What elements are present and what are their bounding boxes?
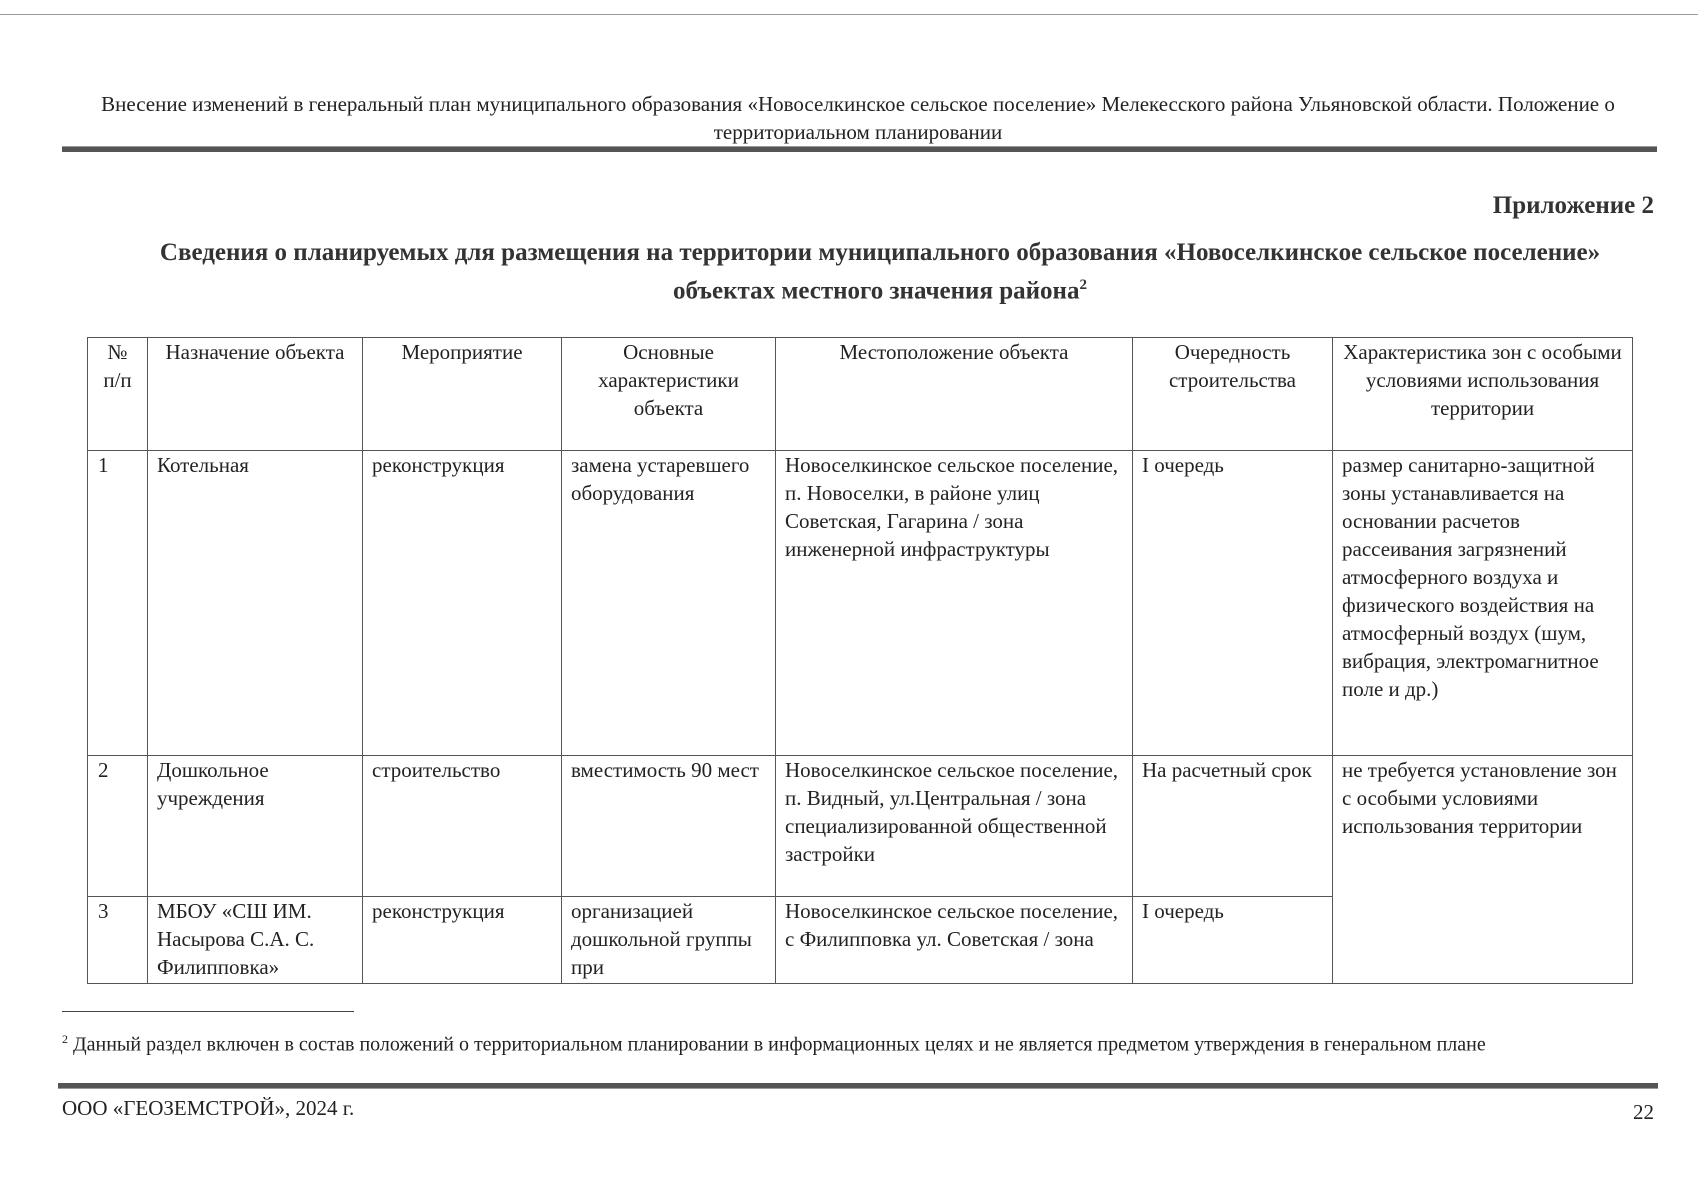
- document-header: Внесение изменений в генеральный план муниципального образования «Новоселкинское сельское поселение» Мелекесского района Ульяновской области. Положение о территориальном планировании: [101, 92, 1615, 144]
- header-cell-zones: Характеристика зон с особыми условиями использования территории: [1333, 338, 1633, 451]
- cell-characteristics: замена устаревшего оборудования: [562, 451, 776, 756]
- cell-characteristics: вместимость 90 мест: [562, 756, 776, 897]
- cell-action: реконструкция: [363, 897, 562, 984]
- cell-location: Новоселкинское сельское поселение, п. Новоселки, в районе улиц Советская, Гагарина / зона инженерной инфраструктуры: [776, 451, 1133, 756]
- footnote-text: Данный раздел включен в состав положений о территориальном планировании в информационных целях и не является предметом утверждения в генеральном плане: [73, 1033, 1486, 1056]
- cell-stage: I очередь: [1133, 897, 1333, 984]
- section-title: [120, 236, 1640, 307]
- cell-stage: На расчетный срок: [1133, 756, 1333, 897]
- page-number: 22: [1633, 1100, 1654, 1124]
- cell-location: Новоселкинское сельское поселение, п. Видный, ул.Центральная / зона специализированной общественной застройки: [776, 756, 1133, 897]
- cell-number: 3: [88, 897, 148, 984]
- cell-purpose: Котельная: [148, 451, 363, 756]
- footnote: [62, 1026, 1662, 1058]
- cell-zones: размер санитарно-защитной зоны устанавливается на основании расчетов рассеивания загрязнений атмосферного воздуха и физического воздействия на атмосферный воздух (шум, вибрация, электромагнитное поле и др.): [1333, 451, 1633, 756]
- table-header-row: [88, 338, 1633, 451]
- header-cell-action: Мероприятие: [363, 338, 562, 451]
- section-title-text: Сведения о планируемых для размещения на территории муниципального образования «Новоселкинское сельское поселение» объектах местного значения района: [159, 239, 1601, 305]
- footnote-reference: 2: [1079, 277, 1087, 293]
- appendix-label: Приложение 2: [1492, 192, 1654, 219]
- cell-location: Новоселкинское сельское поселение, с Филипповка ул. Советская / зона: [776, 897, 1133, 984]
- objects-table: [87, 337, 1633, 984]
- cell-stage: I очередь: [1133, 451, 1333, 756]
- footnote-mark: 2: [62, 1032, 68, 1046]
- cell-zones: не требуется установление зон с особыми условиями использования территории: [1333, 756, 1633, 984]
- table-row: [88, 451, 1633, 756]
- header-rule: [62, 146, 1657, 152]
- cell-number: 1: [88, 451, 148, 756]
- cell-purpose: МБОУ «СШ ИМ. Насырова С.А. С. Филипповка»: [148, 897, 363, 984]
- cell-action: строительство: [363, 756, 562, 897]
- cell-characteristics: организацией дошкольной группы при: [562, 897, 776, 984]
- cell-action: реконструкция: [363, 451, 562, 756]
- footnote-separator: [62, 1011, 354, 1012]
- footer-rule: [58, 1083, 1658, 1089]
- footer-company: ООО «ГЕОЗЕМСТРОЙ», 2024 г.: [62, 1096, 355, 1120]
- header-cell-characteristics: Основные характеристики объекта: [562, 338, 776, 451]
- header-cell-location: Местоположение объекта: [776, 338, 1133, 451]
- scan-edge-line: [0, 14, 1698, 15]
- cell-number: 2: [88, 756, 148, 897]
- cell-purpose: Дошкольное учреждения: [148, 756, 363, 897]
- table-row: [88, 756, 1633, 897]
- header-cell-number: № п/п: [88, 338, 148, 451]
- header-cell-purpose: Назначение объекта: [148, 338, 363, 451]
- header-cell-stage: Очередность строительства: [1133, 338, 1333, 451]
